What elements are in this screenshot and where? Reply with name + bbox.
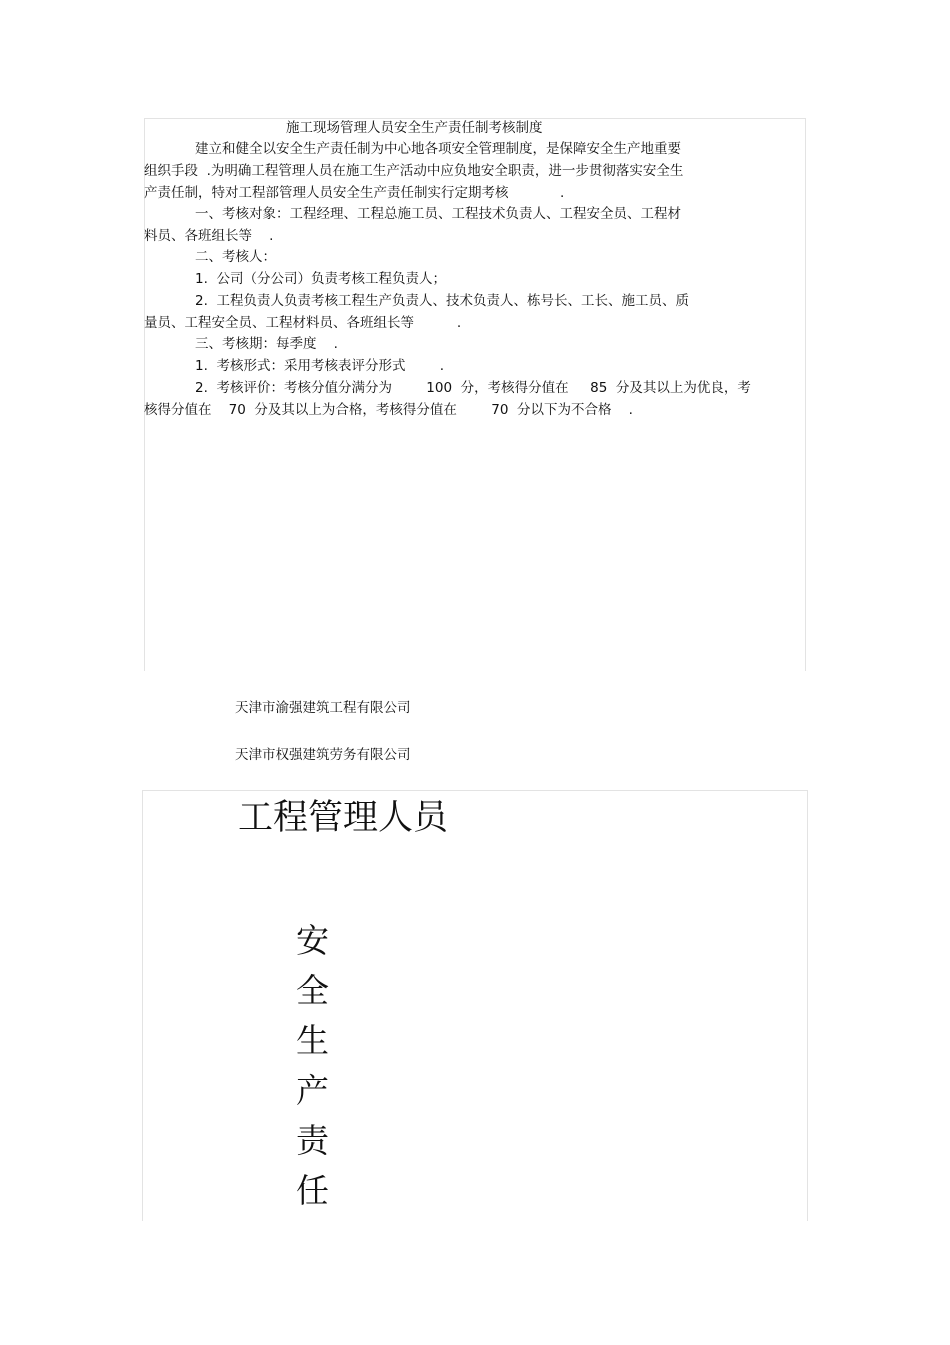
- vertical-title-char: 责: [296, 1121, 329, 1160]
- vertical-title-char: 全: [296, 971, 329, 1010]
- paragraph-line: 1. 公司（分公司）负责考核工程负责人；: [195, 271, 446, 287]
- vertical-title-char: 安: [296, 921, 329, 960]
- paragraph-line: 量员、工程安全员、工程材料员、各班组长等 .: [144, 315, 462, 331]
- paragraph-line: 一、考核对象：工程经理、工程总施工员、工程技术负责人、工程安全员、工程材: [195, 206, 681, 222]
- vertical-title-char: 任: [296, 1171, 329, 1210]
- company-name: 天津市权强建筑劳务有限公司: [235, 747, 411, 763]
- paragraph-line: 2. 工程负责人负责考核工程生产负责人、技术负责人、栋号长、工长、施工员、质: [195, 293, 689, 309]
- paragraph-line: 二、考核人：: [195, 249, 276, 265]
- paragraph-line: 2. 考核评价：考核分值分满分为 100 分，考核得分值在 85 分及其以上为优良，考: [195, 380, 751, 396]
- paragraph-line: 建立和健全以安全生产责任制为中心地各项安全管理制度，是保障安全生产地重要: [195, 141, 681, 157]
- vertical-title-char: 生: [296, 1021, 329, 1060]
- paragraph-line: 三、考核期：每季度 .: [195, 336, 338, 352]
- paragraph-line: 产责任制，特对工程部管理人员安全生产责任制实行定期考核 .: [144, 185, 565, 201]
- vertical-title-char: 产: [296, 1071, 329, 1110]
- cover-title: 工程管理人员: [238, 798, 449, 838]
- paragraph-line: 组织手段 .为明确工程管理人员在施工生产活动中应负地安全职责，进一步贯彻落实安全生: [144, 163, 684, 179]
- document-title: 施工现场管理人员安全生产责任制考核制度: [286, 120, 543, 136]
- page-frame-bottom: [142, 790, 808, 1221]
- paragraph-line: 核得分值在 70 分及其以上为合格，考核得分值在 70 分以下为不合格 .: [144, 402, 633, 418]
- company-name: 天津市渝强建筑工程有限公司: [235, 700, 411, 716]
- paragraph-line: 料员、各班组长等 .: [144, 228, 274, 244]
- paragraph-line: 1. 考核形式：采用考核表评分形式 .: [195, 358, 445, 374]
